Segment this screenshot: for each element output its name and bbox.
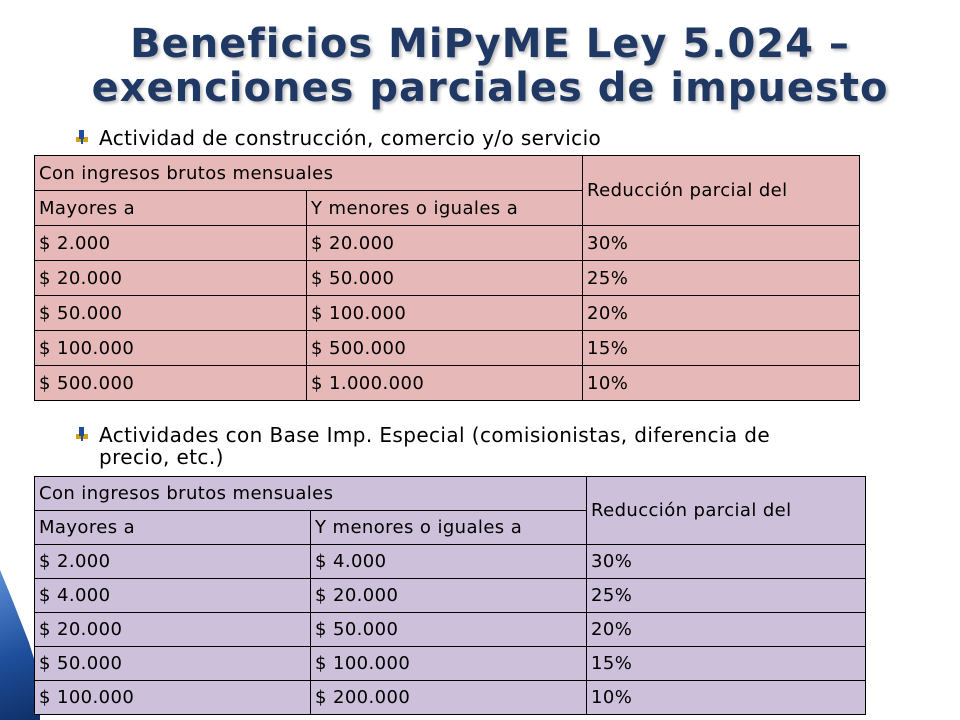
percent-cell: 20% bbox=[583, 296, 860, 331]
section-2-bullet-text: Actividades con Base Imp. Especial (comisionistas, diferencia de precio, etc.) bbox=[99, 423, 771, 469]
title-line-2: exenciones parciales de impuesto bbox=[91, 65, 889, 111]
percent-cell: 30% bbox=[583, 226, 860, 261]
reduction-header-cell: Reducción parcial del bbox=[587, 477, 866, 545]
max-cell: $ 20.000 bbox=[311, 579, 587, 613]
min-cell: $ 100.000 bbox=[35, 681, 311, 715]
max-cell: $ 4.000 bbox=[311, 545, 587, 579]
table-row bbox=[35, 261, 860, 296]
pin-bullet-icon bbox=[75, 427, 89, 441]
max-cell: $ 50.000 bbox=[307, 261, 583, 296]
min-cell: $ 2.000 bbox=[35, 226, 307, 261]
pin-bullet-icon bbox=[75, 130, 89, 144]
min-cell: $ 20.000 bbox=[35, 613, 311, 647]
group-header-cell: Con ingresos brutos mensuales bbox=[35, 477, 587, 511]
max-cell: $ 100.000 bbox=[311, 647, 587, 681]
max-cell: $ 200.000 bbox=[311, 681, 587, 715]
title-line-1: Beneficios MiPyME Ley 5.024 – bbox=[130, 21, 850, 67]
percent-cell: 15% bbox=[587, 647, 866, 681]
percent-cell: 25% bbox=[583, 261, 860, 296]
min-cell: $ 500.000 bbox=[35, 366, 307, 401]
table-header-row bbox=[35, 477, 866, 511]
min-cell: $ 2.000 bbox=[35, 545, 311, 579]
percent-cell: 20% bbox=[587, 613, 866, 647]
min-cell: $ 20.000 bbox=[35, 261, 307, 296]
col-max-header: Y menores o iguales a bbox=[311, 511, 587, 545]
table-row bbox=[35, 366, 860, 401]
max-cell: $ 50.000 bbox=[311, 613, 587, 647]
table-row bbox=[35, 647, 866, 681]
percent-cell: 25% bbox=[587, 579, 866, 613]
section-1-bullet bbox=[75, 127, 795, 149]
max-cell: $ 1.000.000 bbox=[307, 366, 583, 401]
max-cell: $ 100.000 bbox=[307, 296, 583, 331]
reduction-table-special-base bbox=[34, 476, 866, 715]
max-cell: $ 500.000 bbox=[307, 331, 583, 366]
col-min-header: Mayores a bbox=[35, 191, 307, 226]
min-cell: $ 50.000 bbox=[35, 647, 311, 681]
table-row bbox=[35, 545, 866, 579]
table-row bbox=[35, 296, 860, 331]
percent-cell: 15% bbox=[583, 331, 860, 366]
min-cell: $ 100.000 bbox=[35, 331, 307, 366]
col-min-header: Mayores a bbox=[35, 511, 311, 545]
table-header-row bbox=[35, 156, 860, 191]
section-2-bullet bbox=[75, 424, 795, 468]
table-row bbox=[35, 331, 860, 366]
section-1-bullet-text: Actividad de construcción, comercio y/o servicio bbox=[99, 126, 602, 150]
group-header-cell: Con ingresos brutos mensuales bbox=[35, 156, 583, 191]
reduction-header-cell: Reducción parcial del bbox=[583, 156, 860, 226]
min-cell: $ 50.000 bbox=[35, 296, 307, 331]
table-row bbox=[35, 226, 860, 261]
table-row bbox=[35, 579, 866, 613]
percent-cell: 10% bbox=[587, 681, 866, 715]
table-row bbox=[35, 681, 866, 715]
percent-cell: 30% bbox=[587, 545, 866, 579]
min-cell: $ 4.000 bbox=[35, 579, 311, 613]
col-max-header: Y menores o iguales a bbox=[307, 191, 583, 226]
reduction-table-construction bbox=[34, 155, 860, 401]
percent-cell: 10% bbox=[583, 366, 860, 401]
table-row bbox=[35, 613, 866, 647]
page-title bbox=[90, 22, 890, 110]
max-cell: $ 20.000 bbox=[307, 226, 583, 261]
